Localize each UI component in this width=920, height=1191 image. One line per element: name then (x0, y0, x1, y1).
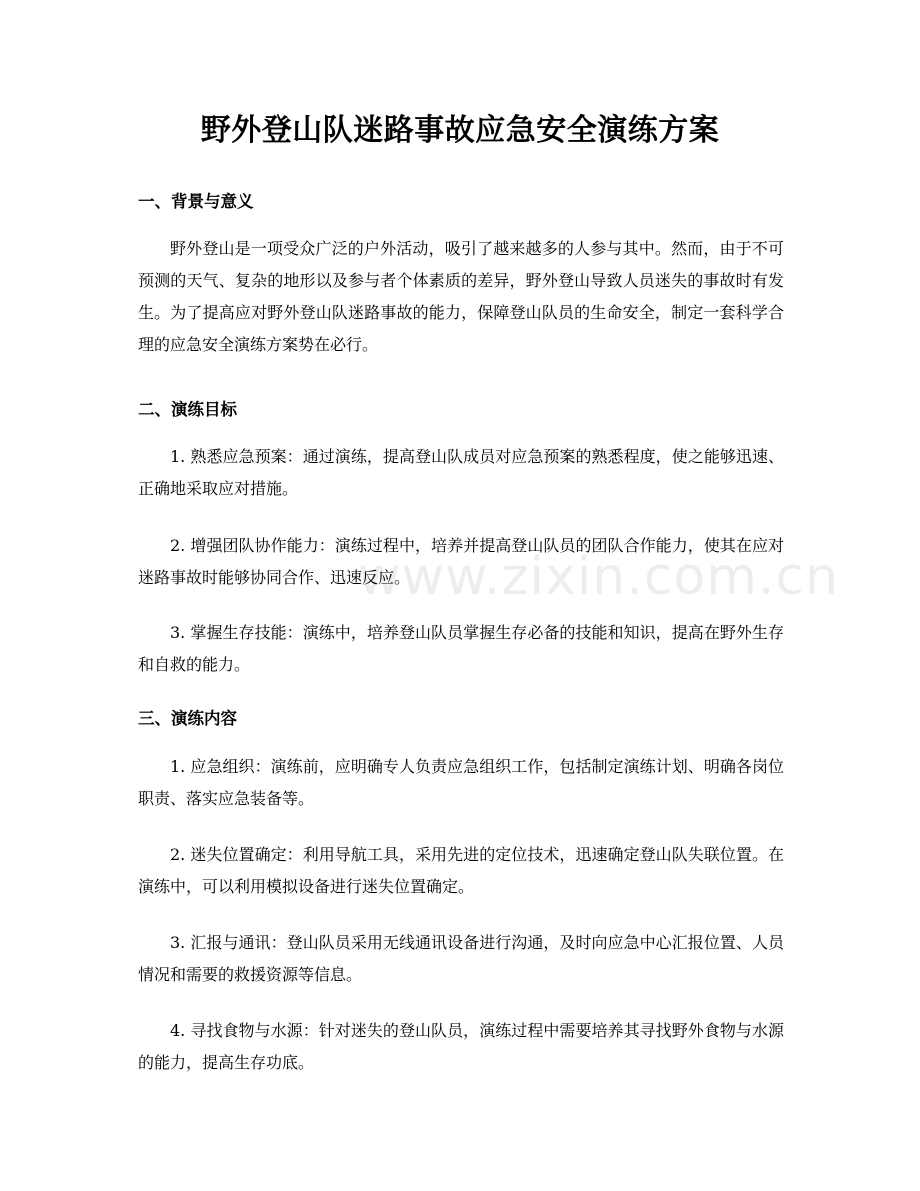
watermark: www.zixin.com.cn (358, 547, 839, 607)
section-heading-goals: 二、演练目标 (138, 400, 237, 419)
paragraph-content-1: 1. 应急组织：演练前，应明确专人负责应急组织工作，包括制定演练计划、明确各岗位职责、落实应急装备等。 (138, 757, 784, 808)
document-title: 野外登山队迷路事故应急安全演练方案 (200, 113, 720, 148)
paragraph-content-4: 4. 寻找食物与水源：针对迷失的登山队员，演练过程中需要培养其寻找野外食物与水源的能力，提高生存功底。 (138, 1021, 784, 1072)
paragraph-goal-3: 3. 掌握生存技能：演练中，培养登山队员掌握生存必备的技能和知识，提高在野外生存和自救的能力。 (138, 623, 784, 674)
paragraph-content-3: 3. 汇报与通讯：登山队员采用无线通讯设备进行沟通，及时向应急中心汇报位置、人员情况和需要的救援资源等信息。 (138, 933, 784, 984)
paragraph-background: 野外登山是一项受众广泛的户外活动，吸引了越来越多的人参与其中。然而，由于不可预测的天气、复杂的地形以及参与者个体素质的差异，野外登山导致人员迷失的事故时有发生。为了提高应对野外登山队迷路事故的能力，保障登山队员的生命安全，制定一套科学合理的应急安全演练方案势在必行。 (138, 239, 784, 354)
paragraph-goal-2: 2. 增强团队协作能力：演练过程中，培养并提高登山队员的团队合作能力，使其在应对迷路事故时能够协同合作、迅速反应。 (138, 536, 784, 587)
section-heading-background: 一、背景与意义 (138, 192, 254, 211)
paragraph-content-2: 2. 迷失位置确定：利用导航工具，采用先进的定位技术，迅速确定登山队失联位置。在演练中，可以利用模拟设备进行迷失位置确定。 (138, 845, 784, 896)
section-heading-content: 三、演练内容 (138, 709, 237, 728)
paragraph-goal-1: 1. 熟悉应急预案：通过演练，提高登山队成员对应急预案的熟悉程度，使之能够迅速、正确地采取应对措施。 (138, 447, 784, 498)
